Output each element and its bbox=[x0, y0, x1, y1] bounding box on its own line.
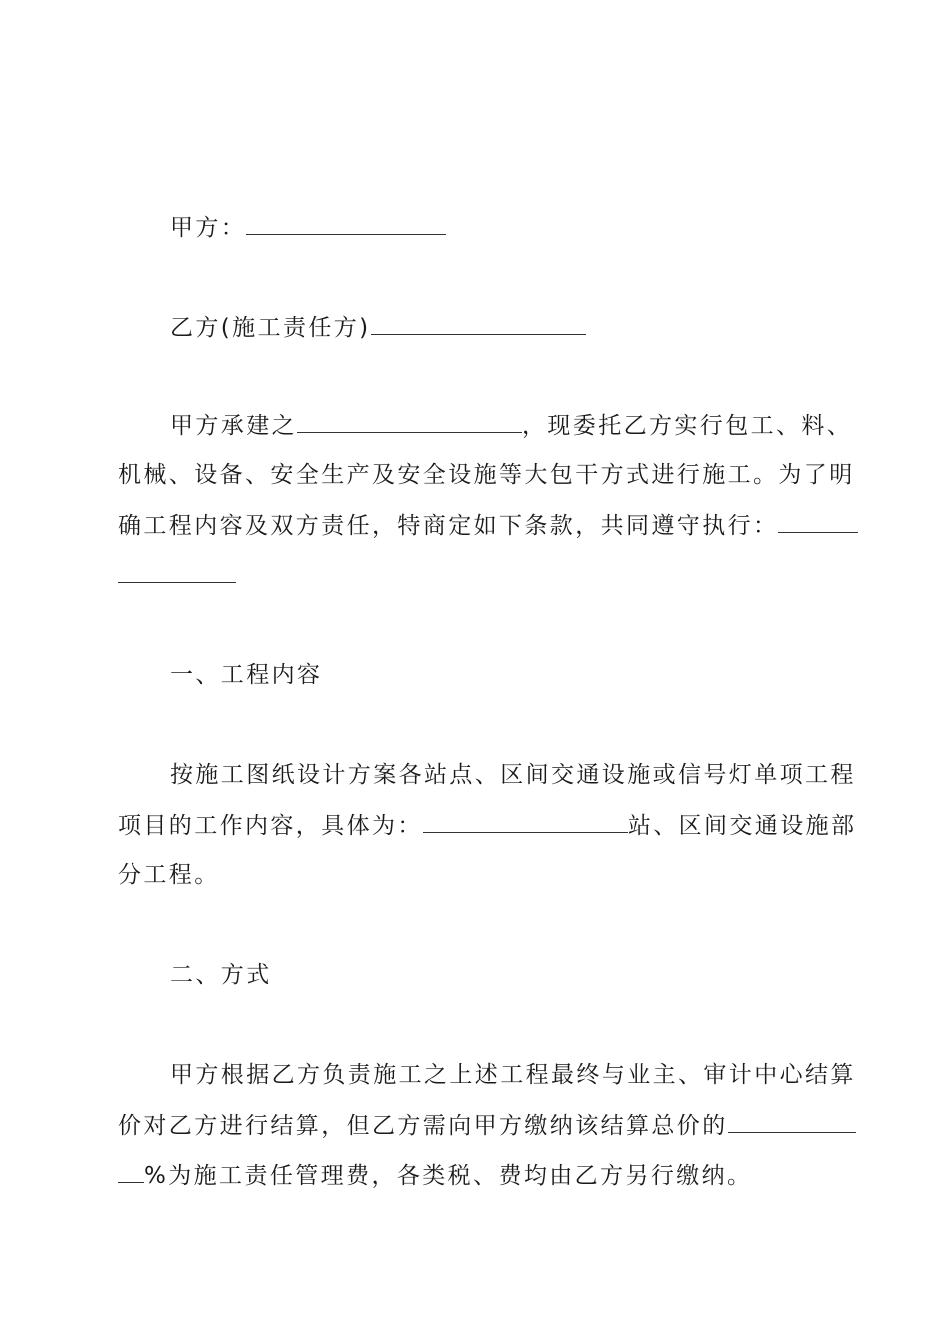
intro-line-3 bbox=[118, 510, 858, 541]
party-a-line bbox=[170, 212, 446, 243]
section-1-line-1 bbox=[170, 760, 856, 790]
section-1-line3-text: 分工程。 bbox=[118, 862, 220, 888]
intro-continuation-blank bbox=[118, 560, 236, 583]
intro-line-2 bbox=[118, 460, 855, 490]
party-a-blank bbox=[246, 212, 446, 235]
section-2-heading bbox=[170, 960, 272, 990]
section-1-line1-text: 按施工图纸设计方案各站点、区间交通设施或信号灯单项工程 bbox=[170, 762, 856, 788]
intro-line2-text: 机械、设备、安全生产及安全设施等大包干方式进行施工。为了明 bbox=[118, 462, 855, 488]
section-2-line1-text: 甲方根据乙方负责施工之上述工程最终与业主、审计中心结算 bbox=[170, 1062, 856, 1088]
party-b-blank bbox=[371, 312, 586, 335]
intro-trailing-blank bbox=[778, 510, 858, 533]
intro-line3-text: 确工程内容及双方责任，特商定如下条款，共同遵守执行： bbox=[118, 513, 779, 539]
party-a-label: 甲方： bbox=[170, 215, 247, 241]
project-name-blank bbox=[297, 410, 522, 433]
fee-percent-blank-continuation bbox=[118, 1160, 144, 1183]
section-2-line3-text: %为施工责任管理费，各类税、费均由乙方另行缴纳。 bbox=[144, 1163, 753, 1189]
section-2-heading-text: 二、方式 bbox=[170, 962, 272, 988]
section-1-heading-text: 一、工程内容 bbox=[170, 662, 323, 688]
intro-line1-suffix: ，现委托乙方实行包工、料、 bbox=[522, 413, 853, 439]
section-2-line-1 bbox=[170, 1060, 856, 1090]
section-1-heading bbox=[170, 660, 322, 690]
station-blank bbox=[423, 810, 628, 833]
intro-line1-prefix: 甲方承建之 bbox=[170, 413, 297, 439]
section-2-line-3 bbox=[118, 1160, 752, 1191]
section-2-line2-text: 价对乙方进行结算，但乙方需向甲方缴纳该结算总价的 bbox=[118, 1113, 728, 1139]
section-2-line-2 bbox=[118, 1110, 856, 1141]
intro-line-1 bbox=[170, 410, 852, 441]
party-b-label: 乙方(施工责任方) bbox=[170, 315, 371, 341]
party-b-line bbox=[170, 312, 586, 343]
fee-percent-blank bbox=[728, 1110, 856, 1133]
section-1-line-2 bbox=[118, 810, 856, 841]
intro-line-4 bbox=[118, 560, 236, 591]
section-1-line-3 bbox=[118, 860, 220, 890]
section-1-line2-suffix: 站、区间交通设施部 bbox=[627, 813, 857, 839]
section-1-line2-prefix: 项目的工作内容，具体为： bbox=[118, 813, 423, 839]
